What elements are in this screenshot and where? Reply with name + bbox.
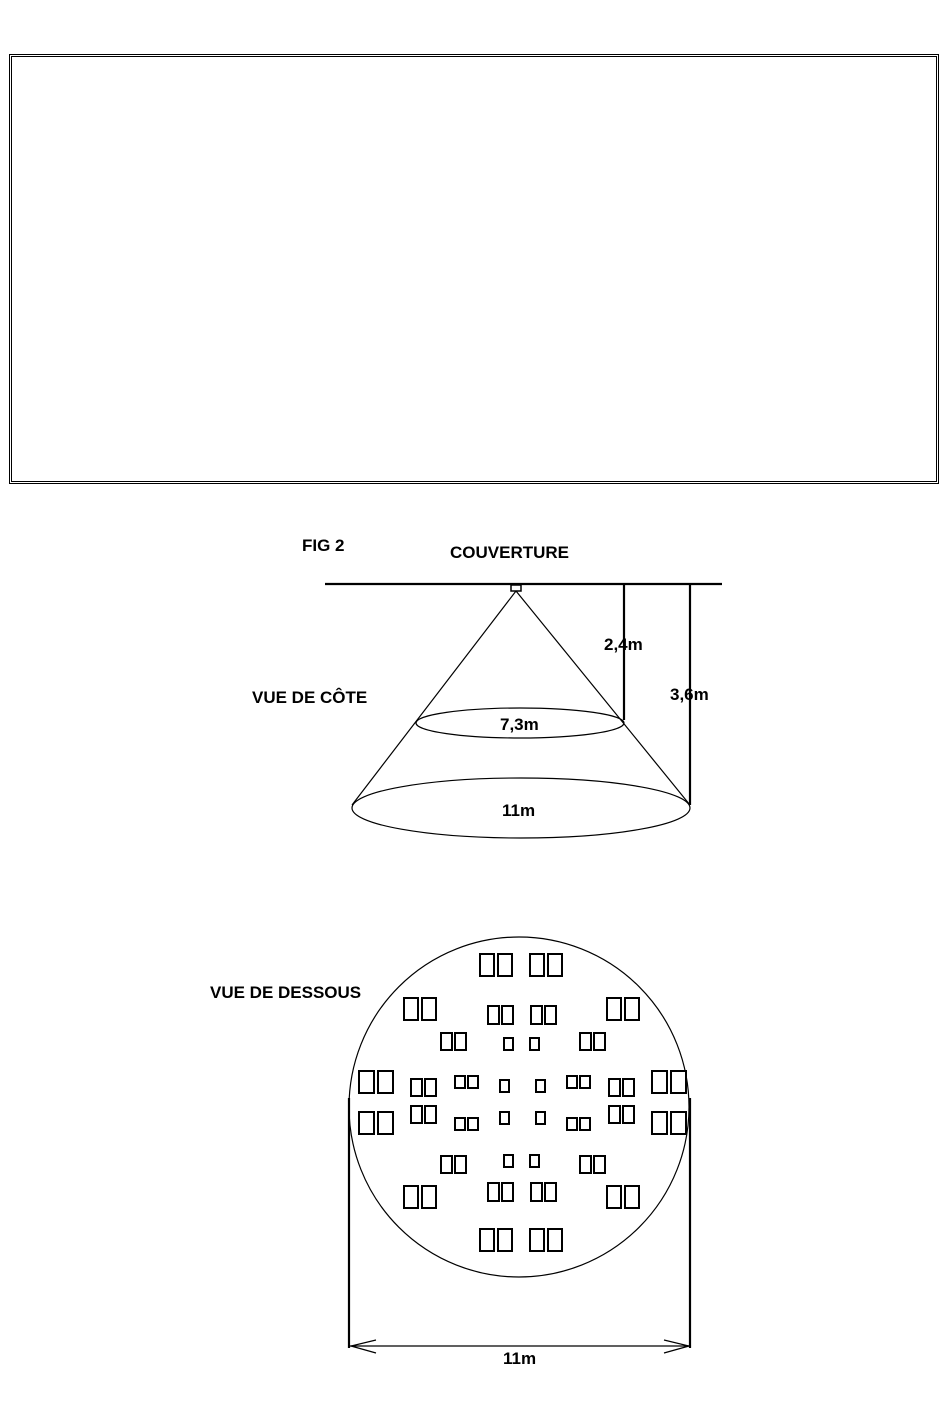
- diameter-outer-label: 11m: [502, 801, 536, 820]
- spray-droplet: [580, 1118, 590, 1130]
- spray-droplet: [625, 998, 639, 1020]
- cone-left-edge: [352, 591, 516, 805]
- side-view-label: VUE DE CÔTE: [252, 688, 368, 707]
- bottom-view-label: VUE DE DESSOUS: [210, 983, 362, 1002]
- spray-droplet: [359, 1112, 374, 1134]
- spray-droplet: [536, 1080, 545, 1092]
- spray-droplet: [498, 1229, 512, 1251]
- spray-droplet: [567, 1076, 577, 1088]
- spray-droplet: [530, 1038, 539, 1050]
- spray-droplet: [609, 1106, 620, 1123]
- cone-right-edge: [516, 591, 690, 805]
- spray-droplet: [531, 1183, 542, 1201]
- spray-droplet: [545, 1006, 556, 1024]
- spray-droplet: [422, 998, 436, 1020]
- spray-droplet: [411, 1106, 422, 1123]
- spray-droplet: [530, 1229, 544, 1251]
- spray-droplet: [594, 1156, 605, 1173]
- spray-droplet: [425, 1106, 436, 1123]
- spray-pattern: [359, 954, 686, 1251]
- height-inner-label: 2,4m: [604, 635, 643, 654]
- coverage-circle: [349, 937, 689, 1277]
- height-outer-label: 3,6m: [670, 685, 709, 704]
- spray-droplet: [548, 1229, 562, 1251]
- spray-droplet: [498, 954, 512, 976]
- spray-droplet: [359, 1071, 374, 1093]
- spray-droplet: [671, 1071, 686, 1093]
- spray-droplet: [580, 1156, 591, 1173]
- spray-droplet: [502, 1183, 513, 1201]
- spray-droplet: [580, 1033, 591, 1050]
- spray-droplet: [504, 1038, 513, 1050]
- spray-droplet: [425, 1079, 436, 1096]
- spray-droplet: [378, 1112, 393, 1134]
- figure-label: FIG 2: [302, 536, 345, 555]
- spray-droplet: [441, 1033, 452, 1050]
- spray-droplet: [455, 1118, 465, 1130]
- spray-droplet: [567, 1118, 577, 1130]
- spray-droplet: [594, 1033, 605, 1050]
- spray-droplet: [580, 1076, 590, 1088]
- spray-droplet: [530, 954, 544, 976]
- sprinkler-head: [511, 585, 521, 591]
- diameter-inner-label: 7,3m: [500, 715, 539, 734]
- spray-droplet: [531, 1006, 542, 1024]
- spray-droplet: [548, 954, 562, 976]
- spray-droplet: [404, 998, 418, 1020]
- spray-droplet: [607, 998, 621, 1020]
- spray-droplet: [504, 1155, 513, 1167]
- spray-droplet: [536, 1112, 545, 1124]
- diameter-bottom-label: 11m: [503, 1349, 537, 1368]
- roof-label: COUVERTURE: [450, 543, 570, 562]
- spray-droplet: [625, 1186, 639, 1208]
- spray-droplet: [422, 1186, 436, 1208]
- spray-droplet: [488, 1006, 499, 1024]
- spray-droplet: [378, 1071, 393, 1093]
- spray-droplet: [404, 1186, 418, 1208]
- spray-droplet: [623, 1106, 634, 1123]
- spray-droplet: [488, 1183, 499, 1201]
- spray-droplet: [530, 1155, 539, 1167]
- spray-droplet: [480, 1229, 494, 1251]
- spray-droplet: [455, 1033, 466, 1050]
- spray-droplet: [607, 1186, 621, 1208]
- spray-droplet: [455, 1156, 466, 1173]
- spray-droplet: [545, 1183, 556, 1201]
- spray-droplet: [455, 1076, 465, 1088]
- spray-droplet: [652, 1071, 667, 1093]
- spray-droplet: [623, 1079, 634, 1096]
- spray-droplet: [500, 1112, 509, 1124]
- spray-droplet: [652, 1112, 667, 1134]
- spray-droplet: [502, 1006, 513, 1024]
- spray-droplet: [441, 1156, 452, 1173]
- spray-droplet: [671, 1112, 686, 1134]
- spray-droplet: [468, 1076, 478, 1088]
- spray-droplet: [609, 1079, 620, 1096]
- spray-droplet: [411, 1079, 422, 1096]
- spray-droplet: [500, 1080, 509, 1092]
- spray-droplet: [480, 954, 494, 976]
- spray-droplet: [468, 1118, 478, 1130]
